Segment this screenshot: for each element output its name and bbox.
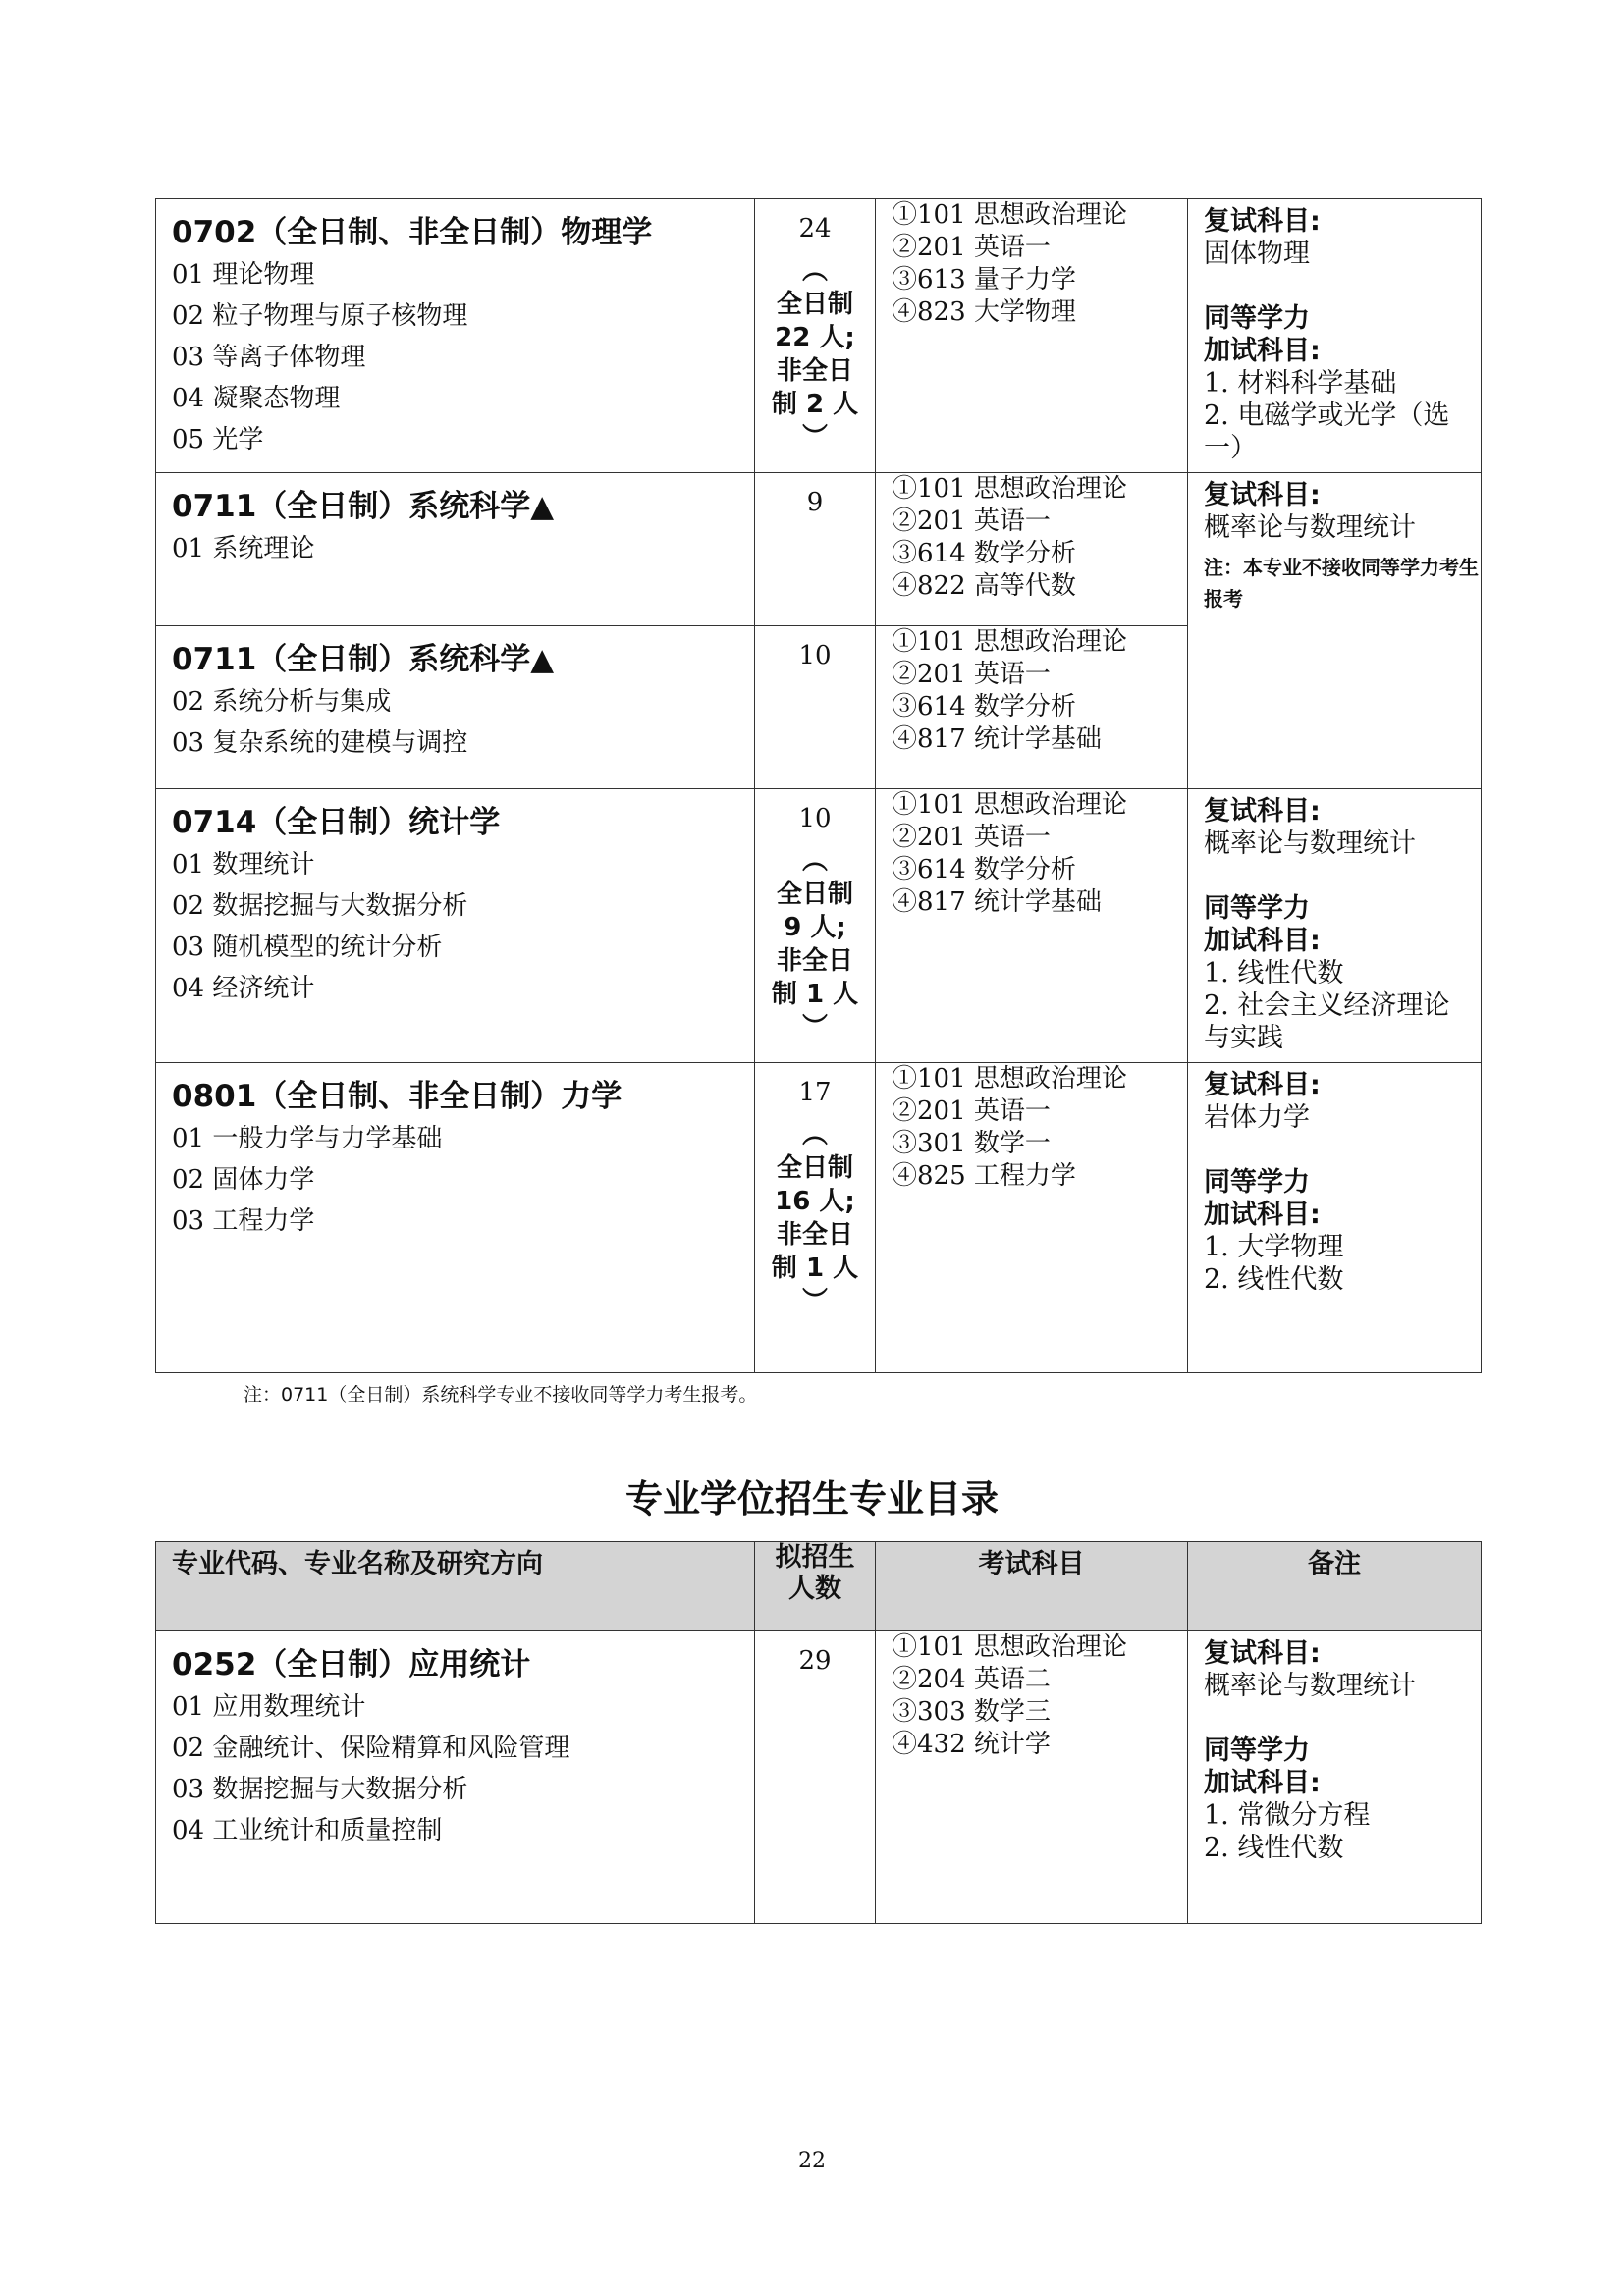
section-title: 专业学位招生专业目录 <box>624 1477 999 1521</box>
exam-subject: ④817 统计学基础 <box>892 887 1102 917</box>
direction-list <box>156 1686 754 1851</box>
equivalent-heading: 同等学力 <box>1204 303 1310 334</box>
header-major: 专业代码、专业名称及研究方向 <box>156 1542 755 1631</box>
retest-subject: 岩体力学 <box>1204 1102 1310 1133</box>
direction-list <box>156 681 754 764</box>
exam-subject: ④822 高等代数 <box>892 571 1076 601</box>
enrollment-count: 24 <box>798 214 832 243</box>
major-cell <box>156 1063 755 1373</box>
count-cell <box>755 1631 876 1924</box>
direction-item: 02 粒子物理与原子核物理 <box>172 301 468 331</box>
retest-subject: 概率论与数理统计 <box>1204 828 1416 859</box>
no-equivalent-note: 注：本专业不接收同等学力考生报考 <box>1204 556 1479 611</box>
subjects-cell <box>876 473 1188 626</box>
table-row <box>156 1063 1482 1373</box>
notes-cell <box>1188 1063 1482 1373</box>
enrollment-count: 10 <box>798 641 832 670</box>
count-cell <box>755 1063 876 1373</box>
exam-subject: ④825 工程力学 <box>892 1161 1076 1191</box>
enrollment-count: 9 <box>806 488 824 517</box>
direction-item: 03 工程力学 <box>172 1206 315 1236</box>
exam-subject: ②201 英语一 <box>892 660 1051 689</box>
direction-list <box>156 528 754 569</box>
notes-block <box>1188 473 1481 614</box>
exam-subject: ④817 统计学基础 <box>892 724 1102 754</box>
direction-item: 03 等离子体物理 <box>172 343 366 372</box>
professional-degree-table <box>155 1541 1482 1924</box>
subjects-cell <box>876 199 1188 473</box>
direction-item: 01 一般力学与力学基础 <box>172 1124 443 1153</box>
retest-heading: 复试科目: <box>1204 1638 1321 1669</box>
direction-list <box>156 254 754 460</box>
retest-heading: 复试科目: <box>1204 1070 1321 1100</box>
exam-subject-list <box>876 789 1187 919</box>
exam-subject: ③614 数学分析 <box>892 855 1076 884</box>
notes-block <box>1188 199 1481 464</box>
notes-cell <box>1188 473 1482 789</box>
major-cell <box>156 626 755 789</box>
retest-subject: 固体物理 <box>1204 239 1310 269</box>
direction-item: 03 数据挖掘与大数据分析 <box>172 1775 468 1804</box>
exam-subject: ④823 大学物理 <box>892 297 1076 327</box>
extra-exam-item: 与实践 <box>1204 1023 1283 1053</box>
table-row <box>156 789 1482 1063</box>
notes-cell <box>1188 1631 1482 1924</box>
exam-subject: ①101 思想政治理论 <box>892 474 1127 504</box>
notes-block <box>1188 1063 1481 1296</box>
extra-exam-heading: 加试科目: <box>1204 926 1321 956</box>
major-title: 0714（全日制）统计学 <box>172 805 501 840</box>
major-cell <box>156 199 755 473</box>
direction-list <box>156 844 754 1009</box>
exam-subject: ②201 英语一 <box>892 507 1051 536</box>
retest-heading: 复试科目: <box>1204 796 1321 827</box>
extra-exam-item: 2. 线性代数 <box>1204 1833 1344 1863</box>
extra-exam-item: 1. 线性代数 <box>1204 958 1344 988</box>
subjects-cell <box>876 789 1188 1063</box>
equivalent-heading: 同等学力 <box>1204 1735 1310 1766</box>
direction-item: 02 系统分析与集成 <box>172 687 392 717</box>
count-cell <box>755 473 876 626</box>
extra-exam-item: 2. 社会主义经济理论 <box>1204 990 1450 1021</box>
major-title: 0711（全日制）系统科学▲ <box>172 642 555 677</box>
exam-subject: ③613 量子力学 <box>892 265 1076 294</box>
direction-item: 05 光学 <box>172 425 264 454</box>
retest-heading: 复试科目: <box>1204 480 1321 510</box>
subjects-cell <box>876 1631 1188 1924</box>
major-cell <box>156 473 755 626</box>
enrollment-breakdown: ︵ 全日制 9 人; 非全日 制 1 人 ︶ <box>771 846 859 1042</box>
header-count: 拟招生 人数 <box>755 1542 876 1631</box>
extra-exam-heading: 加试科目: <box>1204 336 1321 366</box>
header-notes: 备注 <box>1188 1542 1482 1631</box>
retest-heading: 复试科目: <box>1204 206 1321 237</box>
exam-subject: ①101 思想政治理论 <box>892 1064 1127 1094</box>
extra-exam-heading: 加试科目: <box>1204 1768 1321 1798</box>
retest-subject: 概率论与数理统计 <box>1204 1671 1416 1701</box>
exam-subject: ③614 数学分析 <box>892 539 1076 568</box>
major-title: 0711（全日制）系统科学▲ <box>172 489 555 524</box>
exam-subject-list <box>876 473 1187 603</box>
direction-item: 04 工业统计和质量控制 <box>172 1816 443 1845</box>
table-row <box>156 199 1482 473</box>
exam-subject: ②201 英语一 <box>892 823 1051 852</box>
equivalent-heading: 同等学力 <box>1204 893 1310 924</box>
extra-exam-heading: 加试科目: <box>1204 1200 1321 1230</box>
enrollment-count: 10 <box>798 804 832 833</box>
major-title: 0252（全日制）应用统计 <box>172 1647 531 1682</box>
header-subjects: 考试科目 <box>876 1542 1188 1631</box>
subjects-cell <box>876 626 1188 789</box>
extra-exam-item: 1. 常微分方程 <box>1204 1800 1371 1831</box>
exam-subject-list <box>876 1063 1187 1193</box>
major-cell <box>156 789 755 1063</box>
exam-subject: ①101 思想政治理论 <box>892 790 1127 820</box>
major-cell <box>156 1631 755 1924</box>
extra-exam-item: 2. 线性代数 <box>1204 1264 1344 1295</box>
academic-majors-table <box>155 198 1482 1373</box>
count-cell <box>755 626 876 789</box>
enrollment-count: 29 <box>798 1646 832 1676</box>
extra-exam-item: 1. 材料科学基础 <box>1204 368 1397 399</box>
exam-subject-list <box>876 199 1187 329</box>
exam-subject: ③301 数学一 <box>892 1129 1051 1158</box>
notes-block <box>1188 789 1481 1054</box>
direction-item: 04 经济统计 <box>172 974 315 1003</box>
exam-subject: ①101 思想政治理论 <box>892 1632 1127 1662</box>
extra-exam-item: 一） <box>1204 433 1257 463</box>
direction-item: 01 应用数理统计 <box>172 1692 366 1722</box>
direction-item: 03 随机模型的统计分析 <box>172 933 443 962</box>
table-footnote: 注：0711（全日制）系统科学专业不接收同等学力考生报考。 <box>244 1384 758 1406</box>
table-row <box>156 1631 1482 1924</box>
notes-block <box>1188 1631 1481 1864</box>
table-row <box>156 473 1482 626</box>
direction-item: 04 凝聚态物理 <box>172 384 341 413</box>
enrollment-breakdown: ︵ 全日制 16 人; 非全日 制 1 人 ︶ <box>771 1120 859 1316</box>
direction-item: 03 复杂系统的建模与调控 <box>172 728 468 758</box>
count-cell <box>755 199 876 473</box>
retest-subject: 概率论与数理统计 <box>1204 512 1416 543</box>
notes-cell <box>1188 199 1482 473</box>
page-number: 22 <box>798 2149 826 2173</box>
major-title: 0702（全日制、非全日制）物理学 <box>172 215 653 250</box>
exam-subject: ③303 数学三 <box>892 1697 1051 1727</box>
exam-subject-list <box>876 1631 1187 1761</box>
direction-item: 01 数理统计 <box>172 850 315 880</box>
table-header-row <box>156 1542 1482 1631</box>
subjects-cell <box>876 1063 1188 1373</box>
exam-subject: ①101 思想政治理论 <box>892 200 1127 230</box>
direction-item: 02 数据挖掘与大数据分析 <box>172 891 468 921</box>
enrollment-count: 17 <box>798 1078 832 1107</box>
direction-item: 02 固体力学 <box>172 1165 315 1195</box>
notes-cell <box>1188 789 1482 1063</box>
direction-item: 01 理论物理 <box>172 260 315 290</box>
extra-exam-item: 1. 大学物理 <box>1204 1232 1344 1262</box>
enrollment-breakdown: ︵ 全日制 22 人; 非全日 制 2 人 ︶ <box>771 256 859 453</box>
exam-subject-list <box>876 626 1187 756</box>
extra-exam-item: 2. 电磁学或光学（选 <box>1204 400 1450 431</box>
exam-subject: ②201 英语一 <box>892 233 1051 262</box>
exam-subject: ③614 数学分析 <box>892 692 1076 721</box>
major-title: 0801（全日制、非全日制）力学 <box>172 1079 623 1114</box>
direction-item: 01 系统理论 <box>172 534 315 563</box>
exam-subject: ④432 统计学 <box>892 1730 1051 1759</box>
direction-item: 02 金融统计、保险精算和风险管理 <box>172 1734 570 1763</box>
equivalent-heading: 同等学力 <box>1204 1167 1310 1198</box>
count-cell <box>755 789 876 1063</box>
exam-subject: ②204 英语二 <box>892 1665 1051 1694</box>
exam-subject: ①101 思想政治理论 <box>892 627 1127 657</box>
direction-list <box>156 1118 754 1242</box>
exam-subject: ②201 英语一 <box>892 1096 1051 1126</box>
